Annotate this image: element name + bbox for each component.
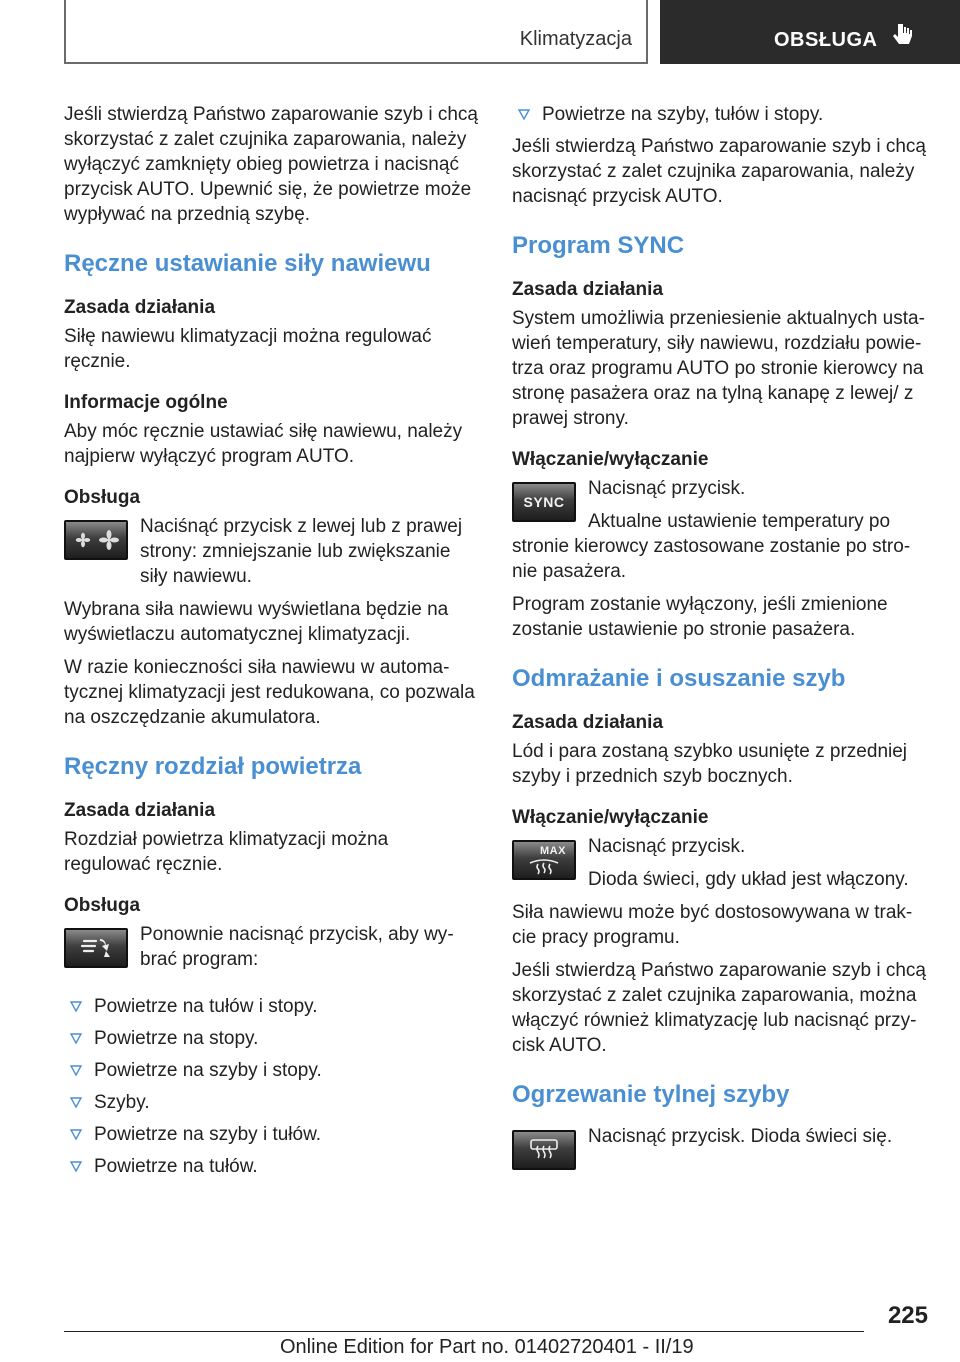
list-item-text: Powietrze na szyby, tułów i stopy. [542, 104, 824, 125]
list-item [64, 1122, 478, 1147]
list-item-text: Powietrze na szyby i stopy. [94, 1060, 322, 1081]
fan-principle-title: Zasada działania [64, 297, 216, 318]
air-button-row [64, 922, 478, 980]
defrost-principle-title: Zasada działania [512, 712, 664, 733]
sync-button [512, 482, 576, 522]
list-item-text: Powietrze na tułów. [94, 1156, 258, 1177]
header-left-box [64, 0, 648, 64]
list-item [64, 1154, 478, 1179]
list-item-text: Powietrze na szyby i tułów. [94, 1124, 322, 1145]
header-section-tab [660, 0, 960, 64]
max-defrost-button [512, 840, 576, 880]
triangle-bullet-icon [70, 1129, 82, 1140]
fan-heading: Ręczne ustawianie siły nawiewu [64, 250, 431, 277]
sync-applied-text: Aktualne ustawienie temperatury po stronie kierowcy zastosowane zostanie po stronie pasażera. [512, 511, 911, 582]
sync-off-text: Program zostanie wyłączony, jeśli zmienione zostanie ustawienie po stronie pasażera. [512, 594, 888, 640]
left-column [64, 102, 478, 1186]
sync-heading: Program SYNC [512, 232, 685, 259]
sync-principle-text: System umożliwia przeniesienie aktualnych ustawień temperatury, siły nawiewu, rozdziału powietrza oraz programu AUTO po stronie kierowcy na stronę pasażera oraz na tylną kanapę z lewej/ z prawej strony. [512, 308, 925, 429]
right-column [512, 102, 926, 1176]
fan-button-row [64, 514, 478, 597]
sync-principle-title: Zasada działania [512, 279, 664, 300]
defrost-principle-text: Lód i para zostaną szybko usunięte z przedniej szyby i przednich szyb bocznych. [512, 741, 908, 787]
list-item [64, 1090, 478, 1115]
triangle-bullet-icon [70, 1065, 82, 1076]
defrost-press-text: Nacisnąć przycisk. [588, 836, 746, 857]
list-item [64, 1026, 478, 1051]
air-heading: Ręczny rozdział powietrza [64, 753, 362, 780]
defrost-heading: Odmrażanie i osuszanie szyb [512, 665, 846, 692]
list-item [64, 994, 478, 1019]
air-principle-text: Rozdział powietrza klimatyzacji można regulować ręcznie. [64, 829, 389, 875]
rear-heading: Ogrzewanie tylnej szyby [512, 1081, 790, 1108]
fan-display-text: Wybrana siła nawiewu wyświetlana będzie na wyświetlaczu automatycznej klimatyzacji. [64, 599, 449, 645]
chapter-title: Klimatyzacja [519, 28, 632, 50]
rear-window-heating-button [512, 1130, 576, 1170]
sync-button-row [512, 476, 926, 592]
triangle-bullet-icon [70, 1033, 82, 1044]
list-item-text: Szyby. [94, 1092, 150, 1113]
sync-press-text: Nacisnąć przycisk. [588, 478, 746, 499]
triangle-bullet-icon [518, 109, 530, 120]
sync-button-label: SYNC [523, 494, 565, 510]
air-operation-title: Obsługa [64, 895, 141, 916]
fan-operation-text: Naciśnąć przycisk z lewej lub z prawej strony: zmniejszanie lub zwiększanie siły nawiewu. [140, 516, 463, 587]
triangle-bullet-icon [70, 1161, 82, 1172]
right-fog-text: Jeśli stwierdzą Państwo zaparowanie szyb i chcą skorzystać z zalet czujnika zaparowania, należy nacisnąć przycisk AUTO. [512, 136, 926, 207]
page-number: 225 [887, 1302, 928, 1329]
triangle-bullet-icon [70, 1097, 82, 1108]
air-operation-text: Ponownie nacisnąć przycisk, aby wybrać program: [140, 924, 454, 970]
windscreen-defrost-icon [526, 857, 562, 875]
air-program-list [64, 994, 478, 1179]
list-item-text: Powietrze na stopy. [94, 1028, 259, 1049]
footer-divider [64, 1331, 864, 1332]
defrost-button-row [512, 834, 926, 900]
air-principle-title: Zasada działania [64, 800, 216, 821]
rear-press-text: Nacisnąć przycisk. Dioda świeci się. [588, 1126, 893, 1147]
section-title: OBSŁUGA [774, 29, 878, 51]
air-program-list-continued [512, 102, 926, 127]
defrost-led-text: Dioda świeci, gdy układ jest włączony. [588, 869, 909, 890]
fan-reduce-text: W razie konieczności siła nawiewu w automatycznej klimatyzacji jest redukowana, co pozwala na oszczędzanie akumulatora. [64, 657, 475, 728]
footer-edition-text: Online Edition for Part no. 01402720401 - II/19 [280, 1336, 694, 1358]
defrost-onoff-title: Włączanie/wyłączanie [512, 807, 709, 828]
defrost-fog-text: Jeśli stwierdzą Państwo zaparowanie szyb i chcą skorzystać z zalet czujnika zaparowania, można włączyć również klimatyzację lub nacisnąć przycisk AUTO. [512, 960, 926, 1056]
fan-icon [69, 529, 123, 551]
fan-general-title: Informacje ogólne [64, 392, 228, 413]
fan-speed-button [64, 520, 128, 560]
rear-window-heating-icon [526, 1138, 562, 1162]
air-distribution-button [64, 928, 128, 968]
list-item [512, 102, 926, 127]
list-item-text: Powietrze na tułów i stopy. [94, 996, 318, 1017]
fan-general-text: Aby móc ręcznie ustawiać siłę nawiewu, należy najpierw wyłączyć program AUTO. [64, 421, 463, 467]
rear-button-row [512, 1124, 926, 1176]
defrost-fan-text: Siła nawiewu może być dostosowywana w trakcie pracy programu. [512, 902, 913, 948]
intro-paragraph: Jeśli stwierdzą Państwo zaparowanie szyb i chcą skorzystać z zalet czujnika zaparowania, należy wyłączyć zamknięty obieg powietrza i nacisnąć przycisk AUTO. Upewnić się, że powietrze może wypływać na przednią szybę. [64, 104, 478, 225]
hand-pointer-icon [892, 22, 914, 50]
fan-principle-text: Siłę nawiewu klimatyzacji można regulować ręcznie. [64, 326, 432, 372]
triangle-bullet-icon [70, 1001, 82, 1012]
max-button-label: MAX [540, 845, 566, 857]
list-item [64, 1058, 478, 1083]
sync-onoff-title: Włączanie/wyłączanie [512, 449, 709, 470]
air-distribution-icon [76, 935, 116, 961]
fan-operation-title: Obsługa [64, 487, 141, 508]
